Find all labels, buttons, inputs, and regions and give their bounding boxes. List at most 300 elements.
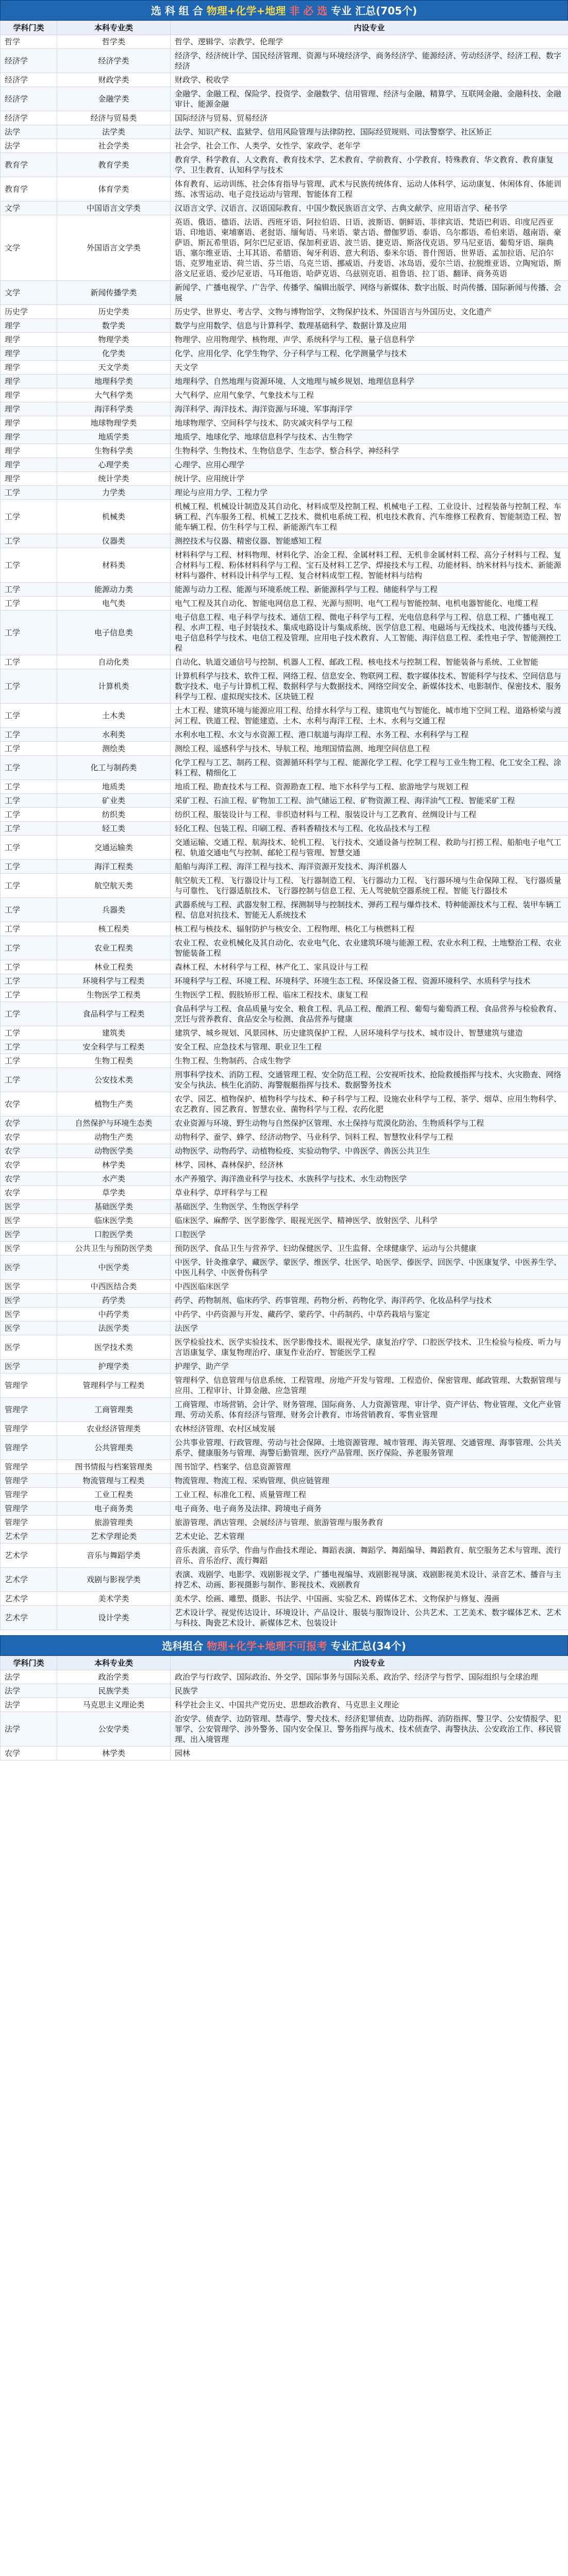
majors-cell: 艺术史论、艺术管理	[171, 1530, 568, 1544]
discipline-cell: 理学	[1, 319, 57, 333]
class-cell: 草学类	[57, 1186, 171, 1200]
majors-cell: 汉语言文学、汉语言、汉语国际教育、中国少数民族语言文学、古典文献学、应用语言学、秘书学	[171, 201, 568, 215]
discipline-cell: 理学	[1, 416, 57, 430]
class-cell: 哲学类	[57, 35, 171, 49]
class-cell: 工商管理类	[57, 1398, 171, 1422]
majors-cell: 物流管理、物流工程、采购管理、供应链管理	[171, 1474, 568, 1488]
discipline-cell: 管理学	[1, 1374, 57, 1398]
class-cell: 心理学类	[57, 458, 171, 472]
majors-cell: 口腔医学	[171, 1228, 568, 1242]
table-row	[1, 974, 568, 988]
class-cell: 能源动力类	[57, 583, 171, 597]
table-row	[1, 611, 568, 655]
table-row	[1, 177, 568, 201]
table-row	[1, 794, 568, 808]
discipline-cell: 理学	[1, 458, 57, 472]
majors-cell: 法学、知识产权、监狱学、信用风险管理与法律防控、国际经贸规则、司法警察学、社区矫正	[171, 125, 568, 139]
class-cell: 历史学类	[57, 305, 171, 319]
class-cell: 纺织类	[57, 808, 171, 822]
table-row	[1, 1684, 568, 1698]
discipline-cell: 工学	[1, 836, 57, 860]
discipline-cell: 医学	[1, 1280, 57, 1294]
majors-cell: 音乐表演、音乐学、作曲与作曲技术理论、舞蹈表演、舞蹈学、舞蹈编导、舞蹈教育、航空服务艺术与管理、流行音乐、音乐治疗、流行舞蹈	[171, 1544, 568, 1568]
table-row	[1, 430, 568, 444]
discipline-cell: 医学	[1, 1360, 57, 1374]
discipline-cell: 文学	[1, 281, 57, 305]
discipline-cell: 工学	[1, 988, 57, 1002]
discipline-cell: 管理学	[1, 1474, 57, 1488]
majors-cell: 体育教育、运动训练、社会体育指导与管理、武术与民族传统体育、运动人体科学、运动康复、休闲体育、体能训练、冰雪运动、电子竞技运动与管理、智能体育工程	[171, 177, 568, 201]
class-cell: 环境科学与工程类	[57, 974, 171, 988]
table-row	[1, 704, 568, 728]
majors-cell: 海洋科学、海洋技术、海洋资源与环境、军事海洋学	[171, 402, 568, 416]
majors-cell: 农业工程、农业机械化及其自动化、农业电气化、农业建筑环境与能源工程、农业水利工程、土地整治工程、农业智能装备工程	[171, 936, 568, 960]
majors-cell: 地质工程、勘查技术与工程、资源勘查工程、地下水科学与工程、旅游地学与规划工程	[171, 780, 568, 794]
table-row	[1, 1398, 568, 1422]
discipline-cell: 农学	[1, 1092, 57, 1116]
class-cell: 机械类	[57, 500, 171, 534]
discipline-cell: 管理学	[1, 1502, 57, 1516]
discipline-cell: 管理学	[1, 1460, 57, 1474]
table-row	[1, 500, 568, 534]
table-row	[1, 1308, 568, 1321]
discipline-cell: 工学	[1, 704, 57, 728]
table-row	[1, 87, 568, 111]
discipline-cell: 艺术学	[1, 1530, 57, 1544]
class-cell: 经济与贸易类	[57, 111, 171, 125]
class-cell: 林学类	[57, 1158, 171, 1172]
section1-title-suffix: 专业 汇总(705个)	[331, 5, 417, 17]
table-row	[1, 35, 568, 49]
discipline-cell: 医学	[1, 1335, 57, 1360]
discipline-cell: 经济学	[1, 49, 57, 73]
section1-header-row	[1, 21, 568, 35]
majors-cell: 动物科学、蚕学、蜂学、经济动物学、马业科学、饲料工程、智慧牧业科学与工程	[171, 1130, 568, 1144]
class-cell: 地质类	[57, 780, 171, 794]
table-row	[1, 1747, 568, 1760]
table-row	[1, 808, 568, 822]
class-cell: 数学类	[57, 319, 171, 333]
discipline-cell: 管理学	[1, 1516, 57, 1530]
table-row	[1, 1335, 568, 1360]
majors-cell: 经济学、经济统计学、国民经济管理、资源与环境经济学、商务经济学、能源经济、劳动经济学、经济工程、数字经济	[171, 49, 568, 73]
majors-cell: 水产养殖学、海洋渔业科学与技术、水族科学与技术、水生动物医学	[171, 1172, 568, 1186]
discipline-cell: 工学	[1, 1040, 57, 1054]
class-cell: 生物工程类	[57, 1054, 171, 1068]
discipline-cell: 医学	[1, 1256, 57, 1280]
table-row	[1, 388, 568, 402]
table-row	[1, 874, 568, 898]
majors-cell: 安全工程、应急技术与管理、职业卫生工程	[171, 1040, 568, 1054]
discipline-cell: 医学	[1, 1214, 57, 1228]
table-row	[1, 1256, 568, 1280]
table-row	[1, 281, 568, 305]
majors-cell: 草业科学、草坪科学与工程	[171, 1186, 568, 1200]
majors-cell: 旅游管理、酒店管理、会展经济与管理、旅游管理与服务教育	[171, 1516, 568, 1530]
majors-cell: 财政学、税收学	[171, 73, 568, 87]
table-row	[1, 1294, 568, 1308]
majors-cell: 生物科学、生物技术、生物信息学、生态学、整合科学、神经科学	[171, 444, 568, 458]
majors-cell: 教育学、科学教育、人文教育、教育技术学、艺术教育、学前教育、小学教育、特殊教育、华文教育、教育康复学、卫生教育、认知科学与技术	[171, 153, 568, 177]
majors-cell: 中西医临床医学	[171, 1280, 568, 1294]
majors-cell: 数学与应用数学、信息与计算科学、数理基础科学、数据计算及应用	[171, 319, 568, 333]
header-class: 本科专业类	[57, 1656, 171, 1670]
majors-cell: 地球物理学、空间科学与技术、防灾减灾科学与工程	[171, 416, 568, 430]
class-cell: 动物生产类	[57, 1130, 171, 1144]
class-cell: 仪器类	[57, 534, 171, 548]
majors-cell: 医学检验技术、医学实验技术、医学影像技术、眼视光学、康复治疗学、口腔医学技术、卫生检验与检疫、听力与言语康复学、康复物理治疗、康复作业治疗、智能医学工程	[171, 1335, 568, 1360]
class-cell: 社会学类	[57, 139, 171, 153]
class-cell: 戏剧与影视学类	[57, 1568, 171, 1592]
table-row	[1, 1321, 568, 1335]
table-row	[1, 215, 568, 281]
majors-cell: 农业资源与环境、野生动物与自然保护区管理、水土保持与荒漠化防治、生物质科学与工程	[171, 1116, 568, 1130]
discipline-cell: 工学	[1, 1026, 57, 1040]
class-cell: 动物医学类	[57, 1144, 171, 1158]
table-row	[1, 1228, 568, 1242]
class-cell: 地理科学类	[57, 375, 171, 388]
class-cell: 中国语言文学类	[57, 201, 171, 215]
discipline-cell: 法学	[1, 139, 57, 153]
table-row	[1, 1026, 568, 1040]
table-row	[1, 534, 568, 548]
table-row	[1, 1068, 568, 1092]
section2-title-prefix: 选科组合	[162, 1640, 204, 1652]
discipline-cell: 理学	[1, 430, 57, 444]
class-cell: 法医学类	[57, 1321, 171, 1335]
class-cell: 矿业类	[57, 794, 171, 808]
table-row	[1, 597, 568, 611]
majors-cell: 临床医学、麻醉学、医学影像学、眼视光医学、精神医学、放射医学、儿科学	[171, 1214, 568, 1228]
table-row	[1, 1116, 568, 1130]
majors-cell: 自动化、轨道交通信号与控制、机器人工程、邮政工程、核电技术与控制工程、智能装备与系统、工业智能	[171, 655, 568, 669]
discipline-cell: 工学	[1, 808, 57, 822]
discipline-cell: 医学	[1, 1200, 57, 1214]
discipline-cell: 工学	[1, 898, 57, 922]
header-discipline: 学科门类	[1, 21, 57, 35]
discipline-cell: 工学	[1, 794, 57, 808]
class-cell: 图书情报与档案管理类	[57, 1460, 171, 1474]
table-row	[1, 669, 568, 704]
discipline-cell: 工学	[1, 822, 57, 836]
majors-cell: 表演、戏剧学、电影学、戏剧影视文学、广播电视编导、戏剧影视导演、戏剧影视美术设计、录音艺术、播音与主持艺术、动画、影视摄影与制作、影视技术、戏剧教育	[171, 1568, 568, 1592]
table-row	[1, 305, 568, 319]
majors-cell: 物理学、应用物理学、核物理、声学、系统科学与工程、量子信息科学	[171, 333, 568, 347]
discipline-cell: 农学	[1, 1172, 57, 1186]
majors-cell: 测控技术与仪器、精密仪器、智能感知工程	[171, 534, 568, 548]
class-cell: 公共卫生与预防医学类	[57, 1242, 171, 1256]
discipline-cell: 工学	[1, 669, 57, 704]
table-row	[1, 458, 568, 472]
discipline-cell: 工学	[1, 1054, 57, 1068]
majors-cell: 工商管理、市场营销、会计学、财务管理、国际商务、人力资源管理、审计学、资产评估、物业管理、文化产业管理、劳动关系、体育经济与管理、财务会计教育、市场营销教育、零售业管理	[171, 1398, 568, 1422]
discipline-cell: 文学	[1, 201, 57, 215]
discipline-cell: 工学	[1, 960, 57, 974]
majors-cell: 预防医学、食品卫生与营养学、妇幼保健医学、卫生监督、全球健康学、运动与公共健康	[171, 1242, 568, 1256]
discipline-cell: 工学	[1, 728, 57, 742]
majors-cell: 药学、药物制剂、临床药学、药事管理、药物分析、药物化学、海洋药学、化妆品科学与技术	[171, 1294, 568, 1308]
discipline-cell: 教育学	[1, 153, 57, 177]
table-row	[1, 1592, 568, 1606]
majors-cell: 纺织工程、服装设计与工程、非织造材料与工程、服装设计与工艺教育、丝绸设计与工程	[171, 808, 568, 822]
discipline-cell: 工学	[1, 874, 57, 898]
discipline-cell: 工学	[1, 936, 57, 960]
discipline-cell: 管理学	[1, 1422, 57, 1436]
discipline-cell: 理学	[1, 402, 57, 416]
majors-cell: 刑事科学技术、消防工程、交通管理工程、安全防范工程、公安视听技术、抢险救援指挥与技术、火灾勘查、网络安全与执法、核生化消防、海警舰艇指挥与技术、数据警务技术	[171, 1068, 568, 1092]
class-cell: 财政学类	[57, 73, 171, 87]
discipline-cell: 工学	[1, 548, 57, 583]
table-row	[1, 402, 568, 416]
discipline-cell: 医学	[1, 1242, 57, 1256]
majors-cell: 治安学、侦查学、边防管理、禁毒学、警犬技术、经济犯罪侦查、边防指挥、消防指挥、警卫学、公安情报学、犯罪学、公安管理学、涉外警务、国内安全保卫、警务指挥与战术、技术侦查学、海警执法、公安政治工作、移民管理、出入境管理	[171, 1712, 568, 1747]
table-row	[1, 1436, 568, 1460]
discipline-cell: 工学	[1, 756, 57, 780]
table-row	[1, 742, 568, 756]
class-cell: 测绘类	[57, 742, 171, 756]
discipline-cell: 艺术学	[1, 1592, 57, 1606]
table-row	[1, 1460, 568, 1474]
discipline-cell: 经济学	[1, 73, 57, 87]
class-cell: 林业工程类	[57, 960, 171, 974]
majors-cell: 管理科学、信息管理与信息系统、工程管理、房地产开发与管理、工程造价、保密管理、邮政管理、大数据管理与应用、工程审计、计算金融、应急管理	[171, 1374, 568, 1398]
discipline-cell: 理学	[1, 388, 57, 402]
discipline-cell: 法学	[1, 1712, 57, 1747]
table-row	[1, 1374, 568, 1398]
class-cell: 经济学类	[57, 49, 171, 73]
majors-cell: 新闻学、广播电视学、广告学、传播学、编辑出版学、网络与新媒体、数字出版、时尚传播、国际新闻与传播、会展	[171, 281, 568, 305]
table-row	[1, 201, 568, 215]
discipline-cell: 管理学	[1, 1436, 57, 1460]
discipline-cell: 工学	[1, 780, 57, 794]
discipline-cell: 法学	[1, 1684, 57, 1698]
class-cell: 地球物理学类	[57, 416, 171, 430]
discipline-cell: 工学	[1, 922, 57, 936]
class-cell: 民族学类	[57, 1684, 171, 1698]
table-row	[1, 936, 568, 960]
class-cell: 农业工程类	[57, 936, 171, 960]
discipline-cell: 农学	[1, 1186, 57, 1200]
class-cell: 中医学类	[57, 1256, 171, 1280]
majors-cell: 农林经济管理、农村区域发展	[171, 1422, 568, 1436]
table-row	[1, 375, 568, 388]
class-cell: 土木类	[57, 704, 171, 728]
majors-cell: 武器系统与工程、武器发射工程、探测制导与控制技术、弹药工程与爆炸技术、特种能源技术与工程、装甲车辆工程、信息对抗技术、智能无人系统技术	[171, 898, 568, 922]
discipline-cell: 哲学	[1, 35, 57, 49]
header-majors: 内设专业	[171, 1656, 568, 1670]
table-row	[1, 1186, 568, 1200]
section2-table	[0, 1656, 568, 1760]
class-cell: 建筑类	[57, 1026, 171, 1040]
class-cell: 航空航天类	[57, 874, 171, 898]
discipline-cell: 理学	[1, 361, 57, 375]
class-cell: 食品科学与工程类	[57, 1002, 171, 1026]
majors-cell: 基础医学、生物医学、生物医学科学	[171, 1200, 568, 1214]
table-row	[1, 1670, 568, 1684]
class-cell: 护理学类	[57, 1360, 171, 1374]
majors-cell: 测绘工程、遥感科学与技术、导航工程、地理国情监测、地理空间信息工程	[171, 742, 568, 756]
discipline-cell: 历史学	[1, 305, 57, 319]
table-row	[1, 1144, 568, 1158]
class-cell: 公安学类	[57, 1712, 171, 1747]
majors-cell: 美术学、绘画、雕塑、摄影、书法学、中国画、实验艺术、跨媒体艺术、文物保护与修复、漫画	[171, 1592, 568, 1606]
class-cell: 植物生产类	[57, 1092, 171, 1116]
majors-cell: 法医学	[171, 1321, 568, 1335]
discipline-cell: 医学	[1, 1294, 57, 1308]
discipline-cell: 艺术学	[1, 1568, 57, 1592]
class-cell: 海洋工程类	[57, 860, 171, 874]
discipline-cell: 管理学	[1, 1488, 57, 1502]
majors-cell: 社会学、社会工作、人类学、女性学、家政学、老年学	[171, 139, 568, 153]
section-gap	[0, 1630, 568, 1635]
majors-cell: 电气工程及其自动化、智能电网信息工程、光源与照明、电气工程与智能控制、电机电器智能化、电缆工程	[171, 597, 568, 611]
discipline-cell: 经济学	[1, 111, 57, 125]
table-row	[1, 1516, 568, 1530]
discipline-cell: 工学	[1, 860, 57, 874]
table-row	[1, 780, 568, 794]
class-cell: 安全科学与工程类	[57, 1040, 171, 1054]
section1-title-highlight2: 非 必 选	[289, 5, 328, 17]
discipline-cell: 理学	[1, 333, 57, 347]
majors-cell: 土木工程、建筑环境与能源应用工程、给排水科学与工程、建筑电气与智能化、城市地下空间工程、道路桥梁与渡河工程、铁道工程、智能建造、土木、水利与海洋工程、土木、水利与交通工程	[171, 704, 568, 728]
header-majors: 内设专业	[171, 21, 568, 35]
majors-cell: 机械工程、机械设计制造及其自动化、材料成型及控制工程、机械电子工程、工业设计、过程装备与控制工程、车辆工程、汽车服务工程、机械工艺技术、微机电系统工程、机电技术教育、汽车维修工程教育、智能制造工程、智能车辆工程、仿生科学与工程、新能源汽车工程	[171, 500, 568, 534]
class-cell: 新闻传播学类	[57, 281, 171, 305]
majors-cell: 工业工程、标准化工程、质量管理工程	[171, 1488, 568, 1502]
class-cell: 公共管理类	[57, 1436, 171, 1460]
majors-cell: 历史学、世界史、考古学、文物与博物馆学、文物保护技术、外国语言与外国历史、文化遗产	[171, 305, 568, 319]
majors-cell: 水利水电工程、水文与水资源工程、港口航道与海岸工程、水务工程、水利科学与工程	[171, 728, 568, 742]
header-class: 本科专业类	[57, 21, 171, 35]
section1-title	[0, 0, 568, 21]
majors-cell: 轻化工程、包装工程、印刷工程、香料香精技术与工程、化妆品技术与工程	[171, 822, 568, 836]
table-row	[1, 1422, 568, 1436]
majors-cell: 电子商务、电子商务及法律、跨境电子商务	[171, 1502, 568, 1516]
class-cell: 法学类	[57, 125, 171, 139]
discipline-cell: 工学	[1, 583, 57, 597]
class-cell: 物理学类	[57, 333, 171, 347]
class-cell: 水利类	[57, 728, 171, 742]
discipline-cell: 农学	[1, 1144, 57, 1158]
discipline-cell: 医学	[1, 1228, 57, 1242]
table-row	[1, 1712, 568, 1747]
class-cell: 音乐与舞蹈学类	[57, 1544, 171, 1568]
discipline-cell: 法学	[1, 125, 57, 139]
class-cell: 交通运输类	[57, 836, 171, 860]
table-row	[1, 361, 568, 375]
class-cell: 统计学类	[57, 472, 171, 486]
class-cell: 自然保护与环境生态类	[57, 1116, 171, 1130]
table-row	[1, 1474, 568, 1488]
table-row	[1, 1214, 568, 1228]
table-row	[1, 898, 568, 922]
table-row	[1, 333, 568, 347]
class-cell: 美术学类	[57, 1592, 171, 1606]
table-row	[1, 583, 568, 597]
majors-cell: 公共事业管理、行政管理、劳动与社会保障、土地资源管理、城市管理、海关管理、交通管理、海事管理、公共关系学、健康服务与管理、海警后勤管理、医疗产品管理、医疗保险、养老服务管理	[171, 1436, 568, 1460]
table-row	[1, 153, 568, 177]
majors-cell: 航空航天工程、飞行器设计与工程、飞行器制造工程、飞行器动力工程、飞行器环境与生命保障工程、飞行器质量与可靠性、飞行器适航技术、飞行器控制与信息工程、无人驾驶航空器系统工程、智能飞行器技术	[171, 874, 568, 898]
class-cell: 自动化类	[57, 655, 171, 669]
majors-cell: 图书馆学、档案学、信息资源管理	[171, 1460, 568, 1474]
table-row	[1, 1054, 568, 1068]
class-cell: 工业工程类	[57, 1488, 171, 1502]
majors-cell: 采矿工程、石油工程、矿物加工工程、油气储运工程、矿物资源工程、海洋油气工程、智能采矿工程	[171, 794, 568, 808]
class-cell: 化工与制药类	[57, 756, 171, 780]
table-row	[1, 1544, 568, 1568]
table-row	[1, 1242, 568, 1256]
class-cell: 核工程类	[57, 922, 171, 936]
discipline-cell: 农学	[1, 1158, 57, 1172]
majors-cell: 能源与动力工程、能源与环境系统工程、新能源科学与工程、储能科学与工程	[171, 583, 568, 597]
class-cell: 地质学类	[57, 430, 171, 444]
majors-cell: 理论与应用力学、工程力学	[171, 486, 568, 500]
discipline-cell: 工学	[1, 742, 57, 756]
table-row	[1, 319, 568, 333]
discipline-cell: 工学	[1, 655, 57, 669]
majors-cell: 生物医学工程、假肢矫形工程、临床工程技术、康复工程	[171, 988, 568, 1002]
class-cell: 电子商务类	[57, 1502, 171, 1516]
majors-cell: 材料科学与工程、材料物理、材料化学、冶金工程、金属材料工程、无机非金属材料工程、高分子材料与工程、复合材料与工程、粉体材料科学与工程、宝石及材料工艺学、焊接技术与工程、功能材料、纳米材料与技术、新能源材料与器件、材料设计科学与工程、复合材料成型工程、智能材料与结构	[171, 548, 568, 583]
class-cell: 材料类	[57, 548, 171, 583]
table-row	[1, 1530, 568, 1544]
majors-cell: 园林	[171, 1747, 568, 1760]
table-row	[1, 1158, 568, 1172]
table-row	[1, 347, 568, 361]
table-row	[1, 486, 568, 500]
discipline-cell: 工学	[1, 534, 57, 548]
table-row	[1, 1040, 568, 1054]
discipline-cell: 法学	[1, 1670, 57, 1684]
class-cell: 基础医学类	[57, 1200, 171, 1214]
majors-cell: 民族学	[171, 1684, 568, 1698]
class-cell: 农业经济管理类	[57, 1422, 171, 1436]
majors-cell: 动物医学、动物药学、动植物检疫、实验动物学、中兽医学、兽医公共卫生	[171, 1144, 568, 1158]
majors-cell: 金融学、金融工程、保险学、投资学、金融数学、信用管理、经济与金融、精算学、互联网金融、金融科技、金融审计、能源金融	[171, 87, 568, 111]
majors-cell: 地质学、地球化学、地球信息科学与技术、古生物学	[171, 430, 568, 444]
table-row	[1, 655, 568, 669]
majors-cell: 心理学、应用心理学	[171, 458, 568, 472]
section1-title-highlight: 物理+化学+地理	[206, 5, 286, 17]
section1-title-prefix: 选 科 组 合	[151, 5, 203, 17]
class-cell: 公安技术类	[57, 1068, 171, 1092]
class-cell: 生物医学工程类	[57, 988, 171, 1002]
discipline-cell: 理学	[1, 347, 57, 361]
discipline-cell: 农学	[1, 1130, 57, 1144]
discipline-cell: 工学	[1, 597, 57, 611]
discipline-cell: 文学	[1, 215, 57, 281]
table-row	[1, 49, 568, 73]
table-row	[1, 1002, 568, 1026]
discipline-cell: 工学	[1, 1002, 57, 1026]
class-cell: 水产类	[57, 1172, 171, 1186]
class-cell: 马克思主义理论类	[57, 1698, 171, 1712]
table-row	[1, 836, 568, 860]
discipline-cell: 理学	[1, 472, 57, 486]
majors-cell: 林学、园林、森林保护、经济林	[171, 1158, 568, 1172]
majors-cell: 英语、俄语、德语、法语、西班牙语、阿拉伯语、日语、波斯语、朝鲜语、菲律宾语、梵语巴利语、印度尼西亚语、印地语、柬埔寨语、老挝语、缅甸语、马来语、蒙古语、僧伽罗语、泰语、乌尔都语、希伯来语、越南语、豪萨语、斯瓦希里语、阿尔巴尼亚语、保加利亚语、波兰语、捷克语、斯洛伐克语、罗马尼亚语、葡萄牙语、瑞典语、塞尔维亚语、土耳其语、希腊语、匈牙利语、意大利语、泰米尔语、普什图语、世界语、孟加拉语、尼泊尔语、克罗地亚语、荷兰语、芬兰语、乌克兰语、挪威语、丹麦语、冰岛语、爱尔兰语、拉脱维亚语、立陶宛语、斯洛文尼亚语、爱沙尼亚语、马耳他语、哈萨克语、乌兹别克语、祖鲁语、拉丁语、翻译、商务英语	[171, 215, 568, 281]
class-cell: 政治学类	[57, 1670, 171, 1684]
section1-table	[0, 21, 568, 1630]
table-row	[1, 416, 568, 430]
table-row	[1, 125, 568, 139]
table-row	[1, 1360, 568, 1374]
table-row	[1, 728, 568, 742]
class-cell: 兵器类	[57, 898, 171, 922]
discipline-cell: 法学	[1, 1698, 57, 1712]
table-row	[1, 111, 568, 125]
table-row	[1, 1698, 568, 1712]
